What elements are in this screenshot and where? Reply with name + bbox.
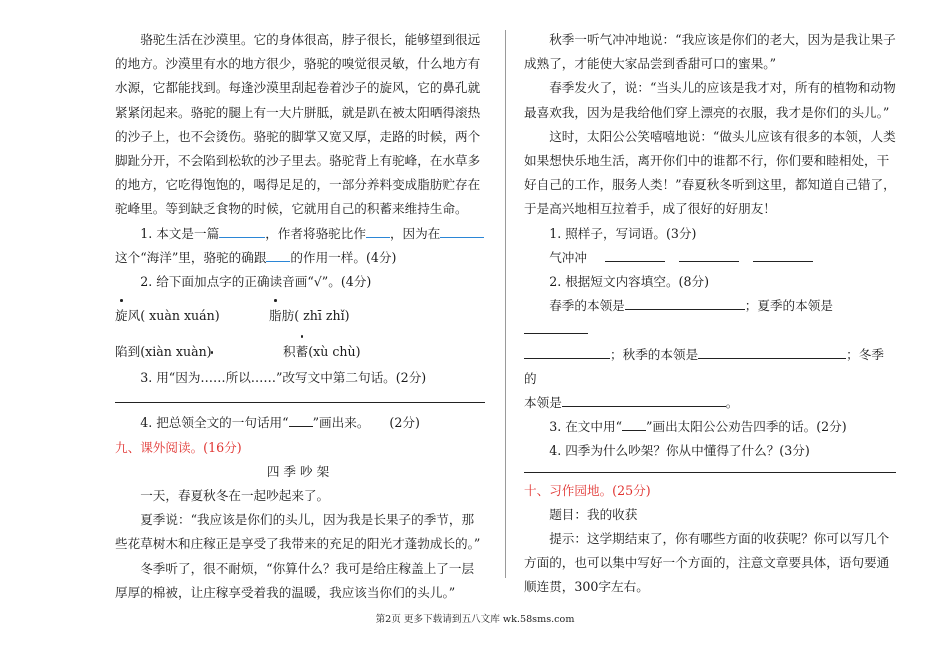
pinyin-item: 陷到(xiàn xuàn) <box>115 344 212 360</box>
answer-blank[interactable] <box>266 249 290 262</box>
word-blank[interactable] <box>605 248 665 262</box>
section-10-heading: 十、习作园地。(25分) <box>524 482 651 498</box>
story-title: 四季吵架 <box>266 463 334 479</box>
section-9-heading: 九、课外阅读。(16分) <box>115 439 242 455</box>
column-divider <box>505 30 506 578</box>
story-paragraph: 春季发火了，说：“当头儿的应该是我才对，所有的植物和动物最喜欢我，因为是我给他们穿上漂亮的衣服，我才是你们的头儿。” <box>524 80 896 120</box>
question-3: 3. 用“因为……所以……”改写文中第二句话。(2分) <box>140 370 427 386</box>
question-4: 4. 把总领全文的一句话用“ ”画出来。 (2分) <box>140 415 420 431</box>
pinyin-row <box>115 294 485 330</box>
right-column <box>524 28 896 600</box>
word-example-row: 气冲冲 <box>524 246 896 270</box>
story-paragraph: 一天，春夏秋冬在一起吵起来了。 <box>140 488 330 504</box>
fill-blank[interactable] <box>698 345 846 359</box>
pinyin-item: 脂肪( zhī zhǐ) <box>269 304 350 328</box>
answer-blank[interactable] <box>440 225 484 238</box>
pinyin-item: 积蓄(xù chù) <box>283 340 361 364</box>
story-paragraph: 秋季一听气冲冲地说：“我应该是你们的老大，因为是我让果子成熟了，才能使大家品尝到香甜可口的蜜果。” <box>524 32 896 72</box>
word-blank[interactable] <box>753 248 813 262</box>
fill-paragraph: 春季的本领是 ；夏季的本领是 ；秋季的本领是 ；冬季的 本领是 。 <box>524 298 884 411</box>
question-2: 2. 给下面加点字的正确读音画“√”。(4分) <box>140 274 372 290</box>
question-1: 1. 本文是一篇 ，作者将骆驼比作 ，因为在 这个“海洋”里，骆驼的确跟 的作用一样。(4分) <box>115 222 485 270</box>
question-r1: 1. 照样子，写词语。(3分) <box>549 225 697 241</box>
left-column <box>115 28 485 605</box>
underline-sample <box>622 418 646 431</box>
answer-line[interactable] <box>524 466 896 473</box>
story-paragraph: 冬季听了，很不耐烦，“你算什么？我可是给庄稼盖上了一层厚厚的棉被，让庄稼享受着我的温暖，我应该当你们的头儿。” <box>115 560 475 600</box>
answer-line[interactable] <box>115 396 485 403</box>
question-r3: 3. 在文中用“ ”画出太阳公公劝告四季的话。(2分) <box>549 419 847 435</box>
story-paragraph: 夏季说：“我应该是你们的头儿，因为我是长果子的季节，那些花草树木和庄稼正是享受了我带来的充足的阳光才蓬勃成长的。” <box>115 512 481 552</box>
answer-blank[interactable] <box>366 225 390 238</box>
camel-passage: 骆驼生活在沙漠里。它的身体很高，脖子很长，能够望到很远的地方。沙漠里有水的地方很少，骆驼的嗅觉很灵敏，什么地方有水源，它都能找到。每逢沙漠里刮起卷着沙子的旋风，它的鼻孔就紧紧闭起来。骆驼的腿上有一大片胼胝，就是趴在被太阳晒得滚热的沙子上，也不会烫伤。骆驼的脚掌又宽又厚，走路的时候，两个脚趾分开，不会陷到松软的沙子里去。骆驼背上有驼峰，在水草多的地方，它吃得饱饱的，喝得足足的，一部分养料变成脂肪贮存在驼峰里。等到缺乏食物的时候，它就用自己的积蓄来维持生命。 <box>115 32 481 217</box>
fill-blank[interactable] <box>625 296 745 310</box>
composition-topic: 题目：我的收获 <box>549 506 638 522</box>
composition-tip: 提示：这学期结束了，你有哪些方面的收获呢？你可以写几个方面的，也可以集中写好一个方面的，注意文章要具体，语句要通顺连贯，300字左右。 <box>524 531 890 595</box>
pinyin-row <box>115 330 485 366</box>
word-blank[interactable] <box>679 248 739 262</box>
question-r2: 2. 根据短文内容填空。(8分) <box>549 274 709 290</box>
fill-blank[interactable] <box>524 320 588 334</box>
answer-blank[interactable] <box>219 225 265 238</box>
question-r4: 4. 四季为什么吵架？你从中懂得了什么？(3分) <box>549 443 810 459</box>
page-footer: 第2页 更多下载请到五八文库 wk.58sms.com <box>375 614 575 625</box>
fill-blank[interactable] <box>562 393 726 407</box>
underline-sample <box>289 414 313 427</box>
story-paragraph: 这时，太阳公公笑嘻嘻地说：“做头儿应该有很多的本领，人类如果想快乐地生活，离开你们中的谁都不行，你们要和睦相处，干好自己的工作，服务人类！”春夏秋冬听到这里，都知道自己错了，于是高兴地相互拉着手，成了很好的好朋友！ <box>524 128 896 217</box>
fill-blank[interactable] <box>524 345 610 359</box>
pinyin-item: 旋风( xuàn xuán) <box>115 304 220 328</box>
